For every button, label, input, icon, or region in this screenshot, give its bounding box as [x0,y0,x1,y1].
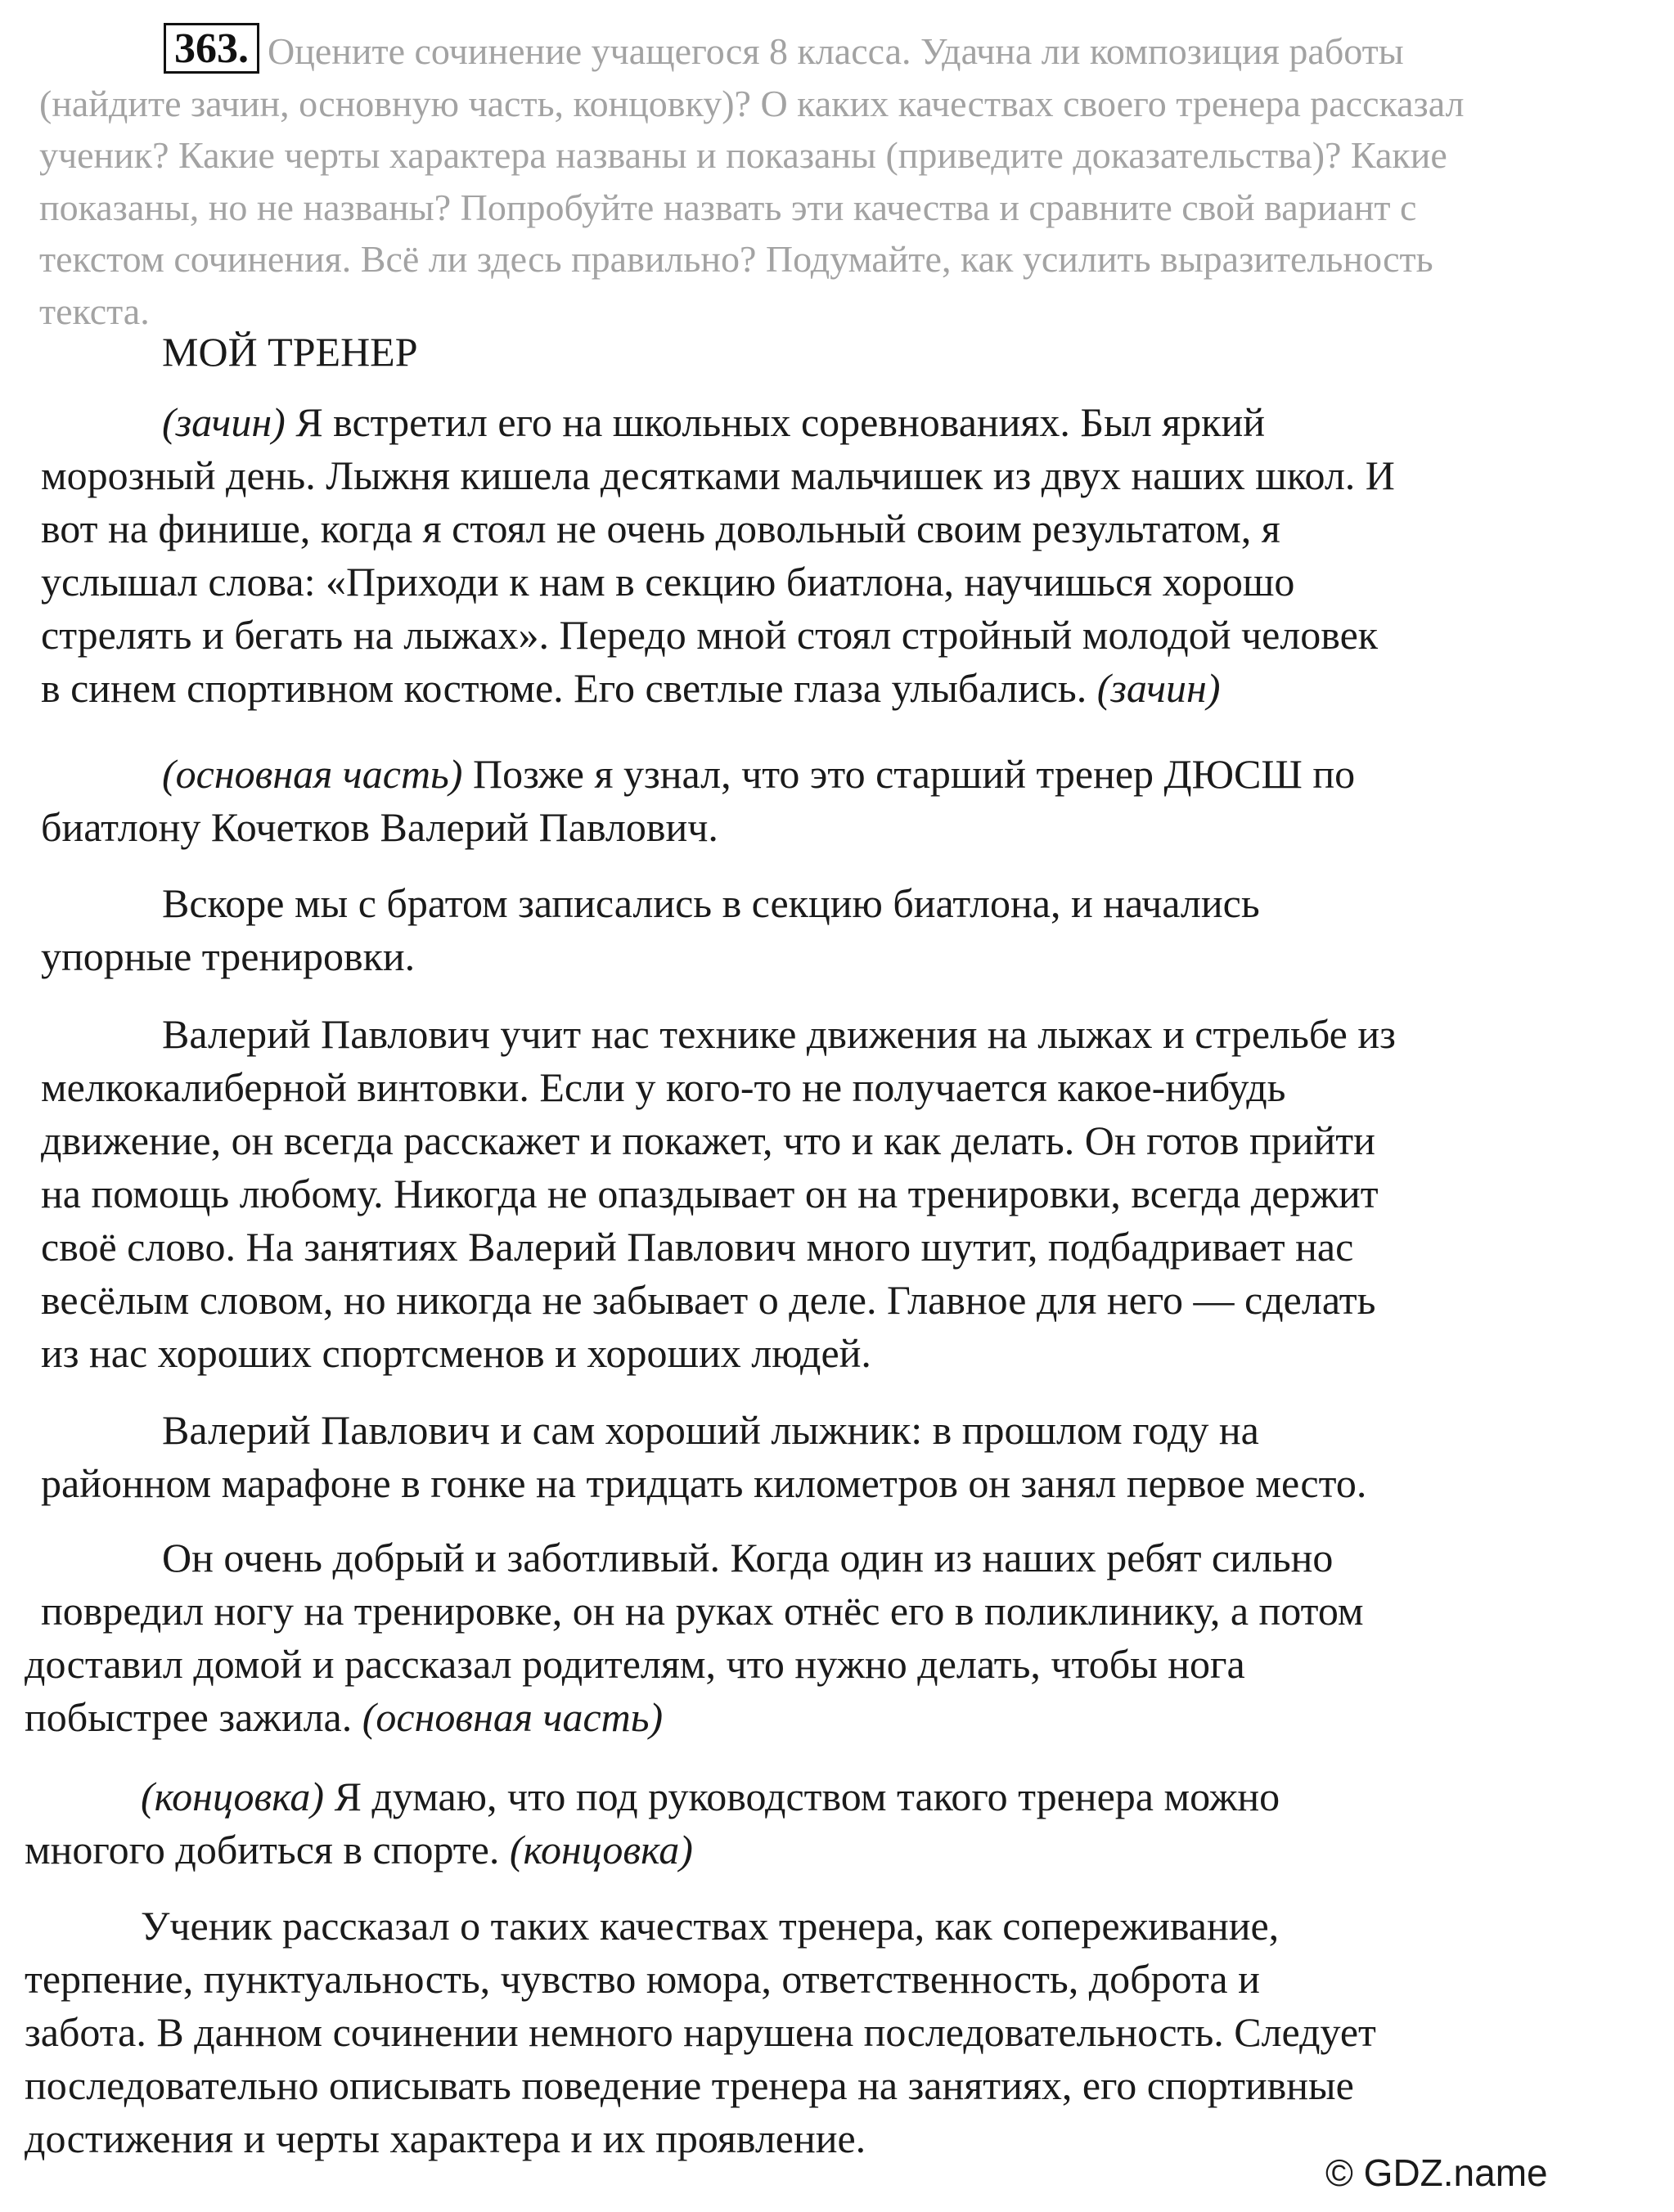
essay-paragraph-main-start [41,748,1355,854]
paragraph-line: Валерий Павлович учит нас технике движения на лыжах и стрельбе из [162,1011,1396,1057]
answer-paragraph [25,1900,1376,2165]
paragraph-line: последовательно описывать поведение тренера на занятиях, его спортивные [25,2062,1354,2108]
paragraph-line: Ученик рассказал о таких качествах тренера, как сопереживание, [141,1903,1280,1949]
task-line: текстом сочинения. Всё ли здесь правильно? Подумайте, как усилить выразительность [39,238,1433,280]
task-line: ученик? Какие черты характера названы и показаны (приведите доказательства)? Какие [39,134,1447,176]
essay-paragraph-main-end [25,1531,1364,1744]
paragraph-line: Вскоре мы с братом записались в секцию биатлона, и начались [162,880,1260,926]
paragraph-line: морозный день. Лыжня кишела десятками мальчишек из двух наших школ. И [41,452,1395,498]
paragraph-line: (основная часть) Позже я узнал, что это старший тренер ДЮСШ по [162,751,1356,797]
essay-paragraph-conclusion [25,1770,1280,1877]
task-line: текста. [39,290,150,332]
task-line: показаны, но не названы? Попробуйте назвать эти качества и сравните свой вариант с [39,186,1417,228]
composition-note: (концовка) [509,1827,693,1873]
paragraph-line: терпение, пунктуальность, чувство юмора, ответственность, доброта и [25,1956,1260,2002]
essay-title: МОЙ ТРЕНЕР [162,329,418,375]
paragraph-line: многого добиться в спорте. (концовка) [25,1827,693,1873]
paragraph-line: из нас хороших спортсменов и хороших людей. [41,1330,871,1376]
paragraph-line: на помощь любому. Никогда не опаздывает он на тренировки, всегда держит [41,1171,1379,1216]
paragraph-line: упорные тренировки. [41,933,416,979]
task-statement [39,23,1610,337]
paragraph-line: Валерий Павлович и сам хороший лыжник: в прошлом году на [162,1407,1259,1453]
composition-note: (зачин) [162,399,286,445]
paragraph-line: доставил домой и рассказал родителям, что нужно делать, чтобы нога [25,1641,1245,1687]
essay-paragraph-intro [41,396,1395,715]
paragraph-line: (зачин) Я встретил его на школьных соревнованиях. Был яркий [162,399,1265,445]
paragraph-line: вот на финише, когда я стоял не очень довольный своим результатом, я [41,506,1280,551]
paragraph-line: услышал слова: «Приходи к нам в секцию биатлона, научишься хорошо [41,559,1295,605]
composition-note: (основная часть) [362,1694,664,1740]
task-line: (найдите зачин, основную часть, концовку)? О каких качествах своего тренера рассказал [39,82,1465,124]
paragraph-line: стрелять и бегать на лыжах». Передо мной стоял стройный молодой человек [41,612,1379,658]
composition-note: (концовка) [141,1774,325,1819]
essay-paragraph [41,1008,1396,1380]
paragraph-line: забота. В данном сочинении немного нарушена последовательность. Следует [25,2009,1376,2055]
paragraph-line: движение, он всегда расскажет и покажет, что и как делать. Он готов прийти [41,1117,1375,1163]
paragraph-line: достижения и черты характера и их проявление. [25,2115,866,2161]
paragraph-line: мелкокалиберной винтовки. Если у кого-то не получается какое-нибудь [41,1064,1286,1110]
composition-note: (основная часть) [162,751,463,797]
paragraph-line: (концовка) Я думаю, что под руководством такого тренера можно [141,1774,1280,1819]
watermark: © GDZ.name [1325,2151,1548,2194]
paragraph-line: районном марафоне в гонке на тридцать километров он занял первое место. [41,1460,1367,1506]
essay-paragraph [41,1404,1366,1510]
paragraph-line: побыстрее зажила. (основная часть) [25,1694,664,1740]
paragraph-line: в синем спортивном костюме. Его светлые глаза улыбались. (зачин) [41,665,1221,711]
paragraph-line: Он очень добрый и заботливый. Когда один из наших ребят сильно [162,1535,1334,1580]
task-number: 363. [164,23,259,74]
task-line: 363. Оцените сочинение учащегося 8 класса. Удачна ли композиция работы [39,23,1610,78]
paragraph-line: биатлону Кочетков Валерий Павлович. [41,804,718,850]
paragraph-line: своё слово. На занятиях Валерий Павлович много шутит, подбадривает нас [41,1224,1354,1270]
essay-paragraph [41,877,1260,983]
paragraph-line: повредил ногу на тренировке, он на руках отнёс его в поликлинику, а потом [41,1588,1364,1634]
paragraph-line: весёлым словом, но никогда не забывает о деле. Главное для него — сделать [41,1277,1376,1323]
composition-note: (зачин) [1096,665,1221,711]
